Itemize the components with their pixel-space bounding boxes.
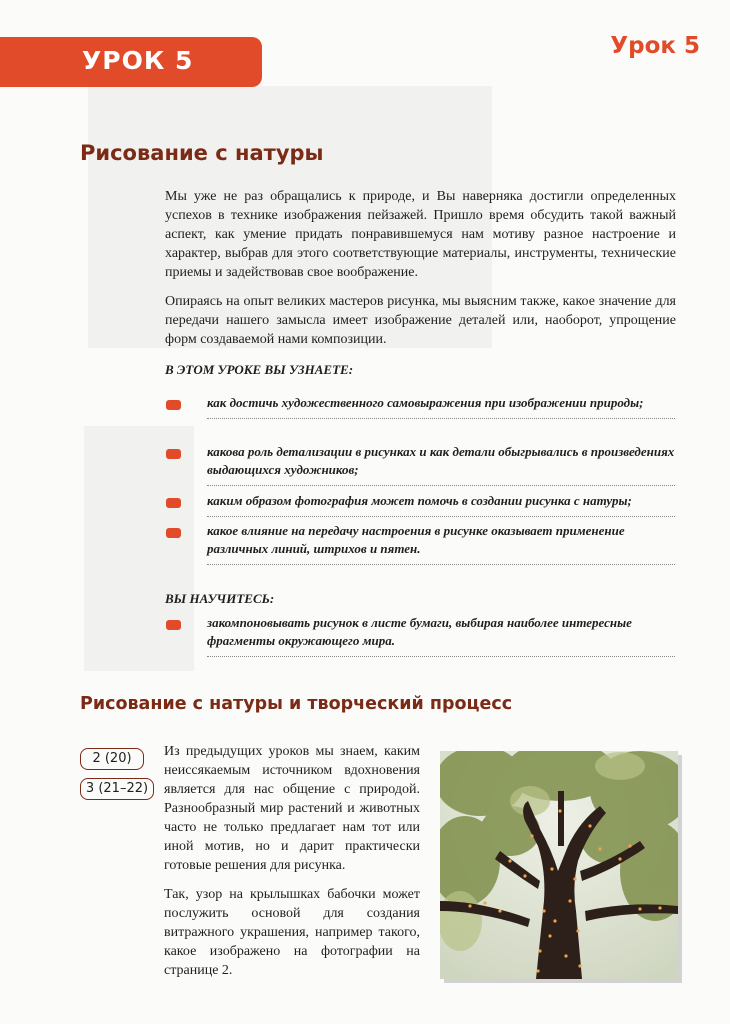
body-text	[164, 742, 420, 980]
bullet-marker	[166, 620, 181, 630]
tree-lights-photo	[440, 751, 678, 979]
bullet-marker	[166, 400, 181, 410]
page-reference-badge: 2 (20)	[80, 748, 144, 770]
body-paragraph: Из предыдущих уроков мы знаем, каким неиссякаемым источником вдохновения является для нас общение с природой. Разнообразный мир растений и животных часто не только предлагает нам тот или иной мотив, но и дарит практически готовые решения для рисунка.	[164, 744, 420, 873]
learn-heading: В ЭТОМ УРОКЕ ВЫ УЗНАЕТЕ:	[165, 362, 354, 377]
section-title: Рисование с натуры и творческий процесс	[80, 694, 513, 714]
bullet-marker	[166, 528, 181, 538]
intro-paragraph: Опираясь на опыт великих мастеров рисунка, мы выясним также, какое значение для передачи нашего замысла имеет изображение деталей или, наоборот, упрощение форм создаваемой нами композиции.	[165, 294, 676, 347]
learn-item: какое влияние на передачу настроения в рисунке оказывает применение различных линий, штрихов и пятен.	[207, 522, 675, 565]
learn-item: каким образом фотография может помочь в создании рисунка с натуры;	[207, 492, 675, 517]
lesson-tab-label: УРОК 5	[82, 46, 194, 75]
lesson-corner-label: Урок 5	[610, 33, 700, 59]
skills-item: закомпоновывать рисунок в листе бумаги, выбирая наиболее интересные фрагменты окружающего мира.	[207, 614, 675, 657]
bullet-marker	[166, 498, 181, 508]
intro-paragraph: Мы уже не раз обращались к природе, и Вы наверняка достигли определенных успехов в технике изображения пейзажей. Пришло время обсудить такой важный аспект, как умение придать понравившемуся нам мотиву разное настроение и характер, выбрав для этого соответствующие материалы, инструменты, технические приемы и задействовав свое воображение.	[165, 189, 676, 280]
tree-photo-illustration	[440, 751, 678, 979]
learn-item: как достичь художественного самовыражения при изображении природы;	[207, 394, 675, 419]
skills-heading: ВЫ НАУЧИТЕСЬ:	[165, 591, 275, 606]
intro-text	[165, 187, 676, 349]
learn-item: какова роль детализации в рисунках и как детали обыгрывались в произведениях выдающихся художников;	[207, 443, 675, 486]
body-paragraph: Так, узор на крылышках бабочки может послужить основой для создания витражного украшения, например такого, какое изображено на фотографии на странице 2.	[164, 887, 420, 978]
bullet-marker	[166, 449, 181, 459]
lesson-tab	[0, 37, 262, 87]
section-title: Рисование с натуры	[80, 141, 324, 165]
bleed-through-shape	[84, 426, 194, 671]
page-reference-badge: 3 (21–22)	[80, 778, 154, 800]
